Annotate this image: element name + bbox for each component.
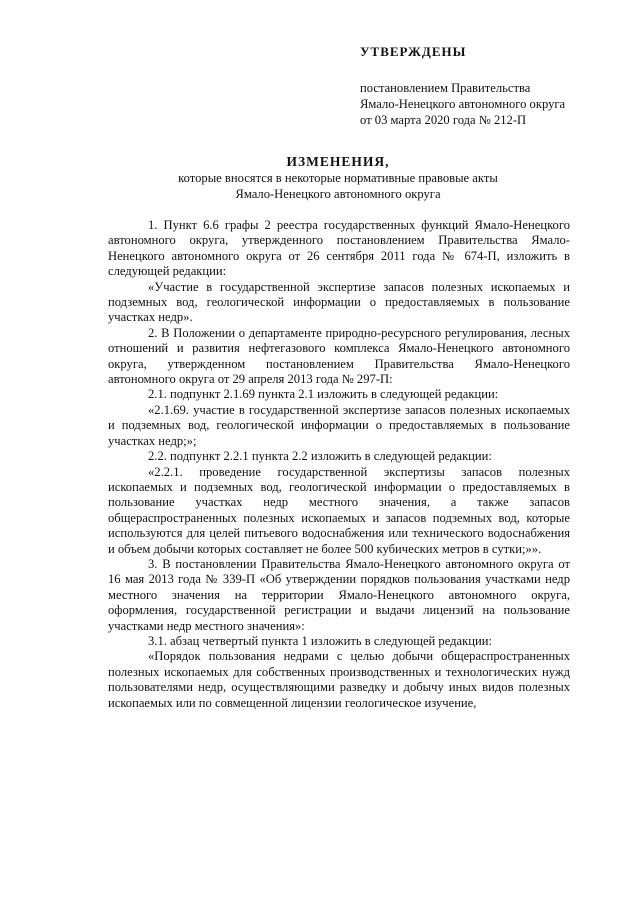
paragraph: 2.2. подпункт 2.2.1 пункта 2.2 изложить в следующей редакции:: [148, 449, 492, 464]
approval-block: [360, 44, 620, 128]
paragraph: «2.1.69. участие в государственной экспертизе запасов полезных ископаемых и подземных вод, геологической информации о предоставляемых в пользование участках недр;»;: [108, 402, 570, 448]
paragraph: 2. В Положении о департаменте природно-ресурсного регулирования, лесных отношений и развития нефтегазового комплекса Ямало-Ненецкого автономного округа, утвержденном постановлением Правительства Ямало-Ненецкого автономного округа от 29 апреля 2013 года № 297-П:: [108, 325, 570, 387]
paragraph: «Участие в государственной экспертизе запасов полезных ископаемых и подземных вод, геологической информации о предоставляемых в пользование участках недр».: [108, 279, 570, 325]
approval-line: Ямало-Ненецкого автономного округа: [360, 97, 566, 111]
approval-stamp: УТВЕРЖДЕНЫ: [360, 44, 467, 59]
document-subtitle-line: Ямало-Ненецкого автономного округа: [235, 187, 441, 201]
paragraph: 3. В постановлении Правительства Ямало-Ненецкого автономного округа от 16 мая 2013 года № 339-П «Об утверждении порядков пользования участками недр местного значения на территории Ямало-Ненецкого автономного округа, оформления, государственной регистрации и выдачи лицензий на пользование участками недр местного значения»:: [108, 556, 570, 633]
approval-line: от 03 марта 2020 года № 212-П: [360, 113, 527, 127]
approval-line: постановлением Правительства: [360, 81, 531, 95]
paragraph: 1. Пункт 6.6 графы 2 реестра государственных функций Ямало-Ненецкого автономного округа, утвержденного постановлением Правительства Ямало-Ненецкого автономного округа от 26 сентября 2011 года № 674-П, изложить в следующей редакции:: [108, 218, 570, 279]
paragraph: «Порядок пользования недрами с целью добычи общераспространенных полезных ископаемых для собственных производственных и технологических нужд пользователями недр, осуществляющими разведку и добычу иных видов полезных ископаемых или по совмещенной лицензии геологическое изучение,: [108, 649, 570, 710]
paragraph: 3.1. абзац четвертый пункта 1 изложить в следующей редакции:: [148, 633, 492, 648]
document-subtitle-line: которые вносятся в некоторые нормативные правовые акты: [178, 171, 498, 185]
document-title: ИЗМЕНЕНИЯ,: [286, 154, 390, 169]
document-heading: [108, 154, 568, 202]
document-body: [108, 218, 570, 711]
paragraph: «2.2.1. проведение государственной экспертизы запасов полезных ископаемых и подземных вод, геологической информации о предоставляемых в пользование участках недр местного значения, а также запасов общераспространенных полезных ископаемых и запасов подземных вод, которые используются для целей питьевого водоснабжения или технического водоснабжения и объем добычи которых составляет не более 500 кубических метров в сутки;»».: [108, 464, 570, 556]
paragraph: 2.1. подпункт 2.1.69 пункта 2.1 изложить в следующей редакции:: [148, 387, 499, 402]
